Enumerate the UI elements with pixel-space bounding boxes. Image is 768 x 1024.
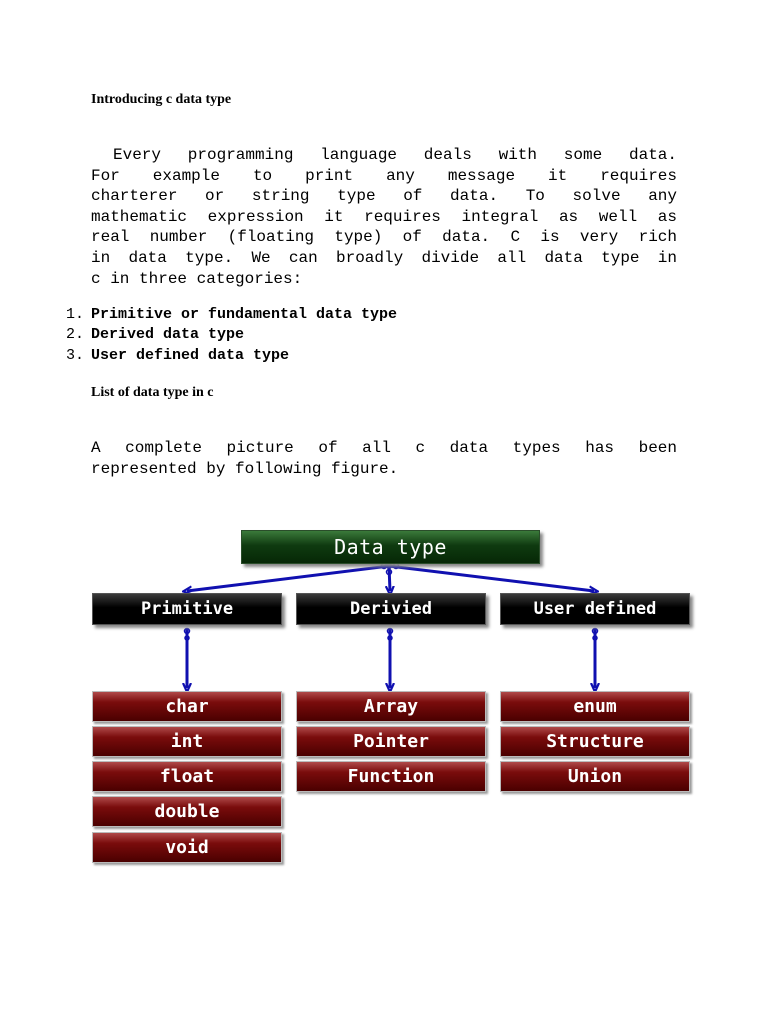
list-item bbox=[66, 325, 397, 345]
list-text: Derived data type bbox=[91, 326, 245, 344]
item-box: Union bbox=[500, 761, 690, 792]
item-box: Array bbox=[296, 691, 486, 722]
item-box: void bbox=[92, 832, 282, 863]
connector-node bbox=[387, 570, 392, 575]
connector-node bbox=[185, 629, 190, 634]
intro-paragraph-line: charterer or string type of data. To solve any bbox=[91, 187, 677, 206]
section-heading-intro: Introducing c data type bbox=[91, 92, 232, 107]
intro-paragraph-line: For example to print any message it requires bbox=[91, 166, 677, 185]
intro-paragraph-line: Every programming language deals with some data. bbox=[113, 146, 677, 164]
diagram-root-box: Data type bbox=[241, 530, 540, 564]
list-number: 1. bbox=[66, 306, 85, 323]
item-box: enum bbox=[500, 691, 690, 722]
intro-paragraph bbox=[91, 145, 677, 289]
connector-node bbox=[382, 564, 387, 569]
list-item bbox=[66, 346, 397, 366]
connector-node bbox=[394, 564, 399, 569]
connector-root-primitive bbox=[187, 566, 389, 591]
list-number: 3. bbox=[66, 346, 85, 364]
connector-node bbox=[185, 636, 189, 640]
list-text: User defined data type bbox=[91, 346, 290, 364]
item-box: double bbox=[92, 796, 282, 827]
intro-paragraph-line: c in three categories: bbox=[91, 269, 303, 288]
intro-paragraph-line: real number (floating type) of data. C is very rich bbox=[91, 228, 677, 247]
connector-node bbox=[388, 629, 393, 634]
connector-root-user-defined bbox=[389, 566, 594, 591]
category-box-primitive: Primitive bbox=[92, 593, 282, 625]
item-box: int bbox=[92, 726, 282, 757]
connector-node bbox=[593, 636, 597, 640]
intro-paragraph-line: in data type. We can broadly divide all data type in bbox=[91, 248, 677, 267]
category-box-user-defined: User defined bbox=[500, 593, 690, 625]
item-box: float bbox=[92, 761, 282, 792]
list-number: 2. bbox=[66, 326, 85, 344]
figure-intro-line: A complete picture of all c data types has been bbox=[91, 439, 677, 457]
figure-intro-paragraph bbox=[91, 438, 677, 479]
category-connectors bbox=[187, 628, 595, 688]
connector-root-derived bbox=[389, 566, 390, 591]
item-box: Function bbox=[296, 761, 486, 792]
category-box-derived: Derivied bbox=[296, 593, 486, 625]
root-connectors bbox=[187, 566, 594, 591]
item-box: Pointer bbox=[296, 726, 486, 757]
item-box: char bbox=[92, 691, 282, 722]
category-list bbox=[66, 305, 397, 366]
connector-node bbox=[593, 629, 598, 634]
list-text: Primitive or fundamental data type bbox=[91, 306, 398, 323]
item-box: Structure bbox=[500, 726, 690, 757]
section-heading-list: List of data type in c bbox=[91, 385, 214, 400]
connector-node bbox=[388, 636, 392, 640]
intro-paragraph-line: mathematic expression it requires integral as well as bbox=[91, 207, 677, 226]
list-item bbox=[66, 305, 397, 325]
figure-intro-line: represented by following figure. bbox=[91, 459, 399, 478]
